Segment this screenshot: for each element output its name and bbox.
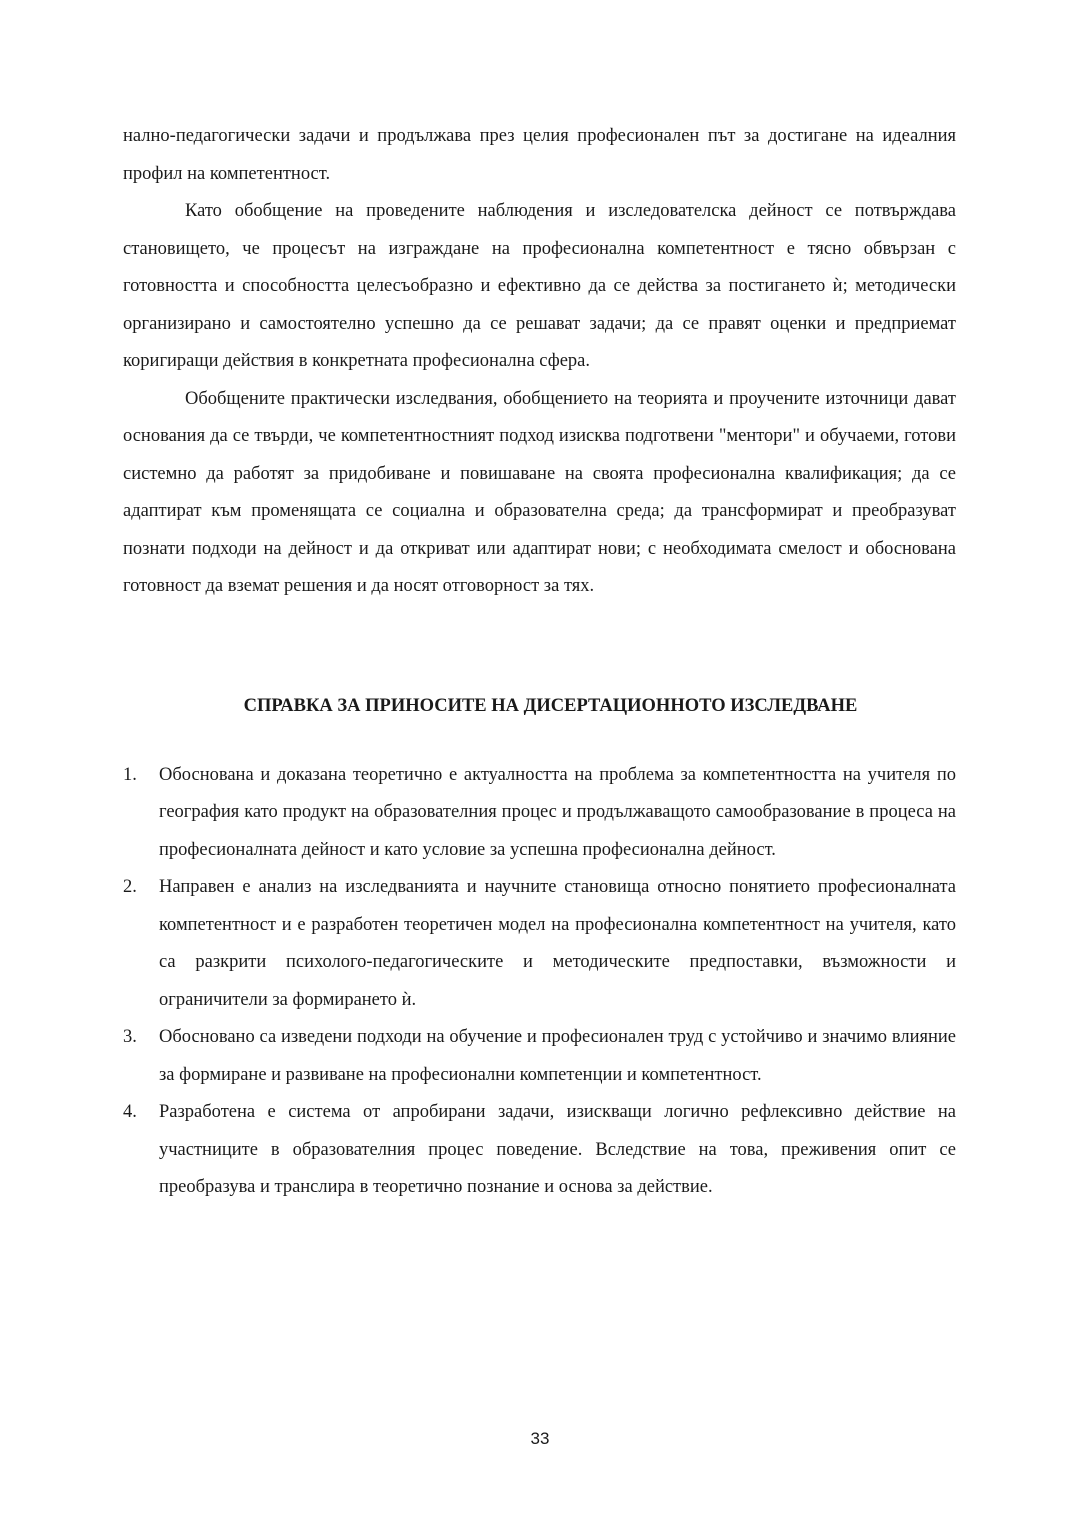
list-item-number: 4.: [123, 1102, 137, 1122]
paragraph-conclusion: Обобщените практически изследвания, обобщението на теорията и проучените източници дават основания да се твърди, че компетентностният подход изисква подготвени "ментори" и обучаеми, готови системно да работят за придобиване и повишаване на своята професионална квалификация; да се адаптират към променящата се социална и образователна среда; да трансформират и преобразуват познати подходи на дейност и да откриват или адаптират нови; с необходимата смелост и обоснована готовност да вземат решения и да носят отговорност за тях.: [123, 388, 956, 596]
list-item: [123, 869, 956, 1019]
paragraph-summary: Като обобщение на проведените наблюдения и изследователска дейност се потвърждава становището, че процесът на изграждане на професионална компетентност е тясно обвързан с готовността и способността целесъобразно и ефективно да се действа за постигането ѝ; методически организирано и самостоятелно успешно да се решават задачи; да се правят оценки и предприемат коригиращи действия в конкретната професионална сфера.: [123, 201, 956, 371]
list-item-number: 2.: [123, 877, 137, 897]
section-heading: СПРАВКА ЗА ПРИНОСИТЕ НА ДИСЕРТАЦИОННОТО ИЗСЛЕДВАНЕ: [243, 695, 858, 716]
contributions-list: [123, 757, 956, 1207]
page-number: 33: [530, 1429, 550, 1448]
list-item: [123, 757, 956, 870]
list-item-number: 3.: [123, 1027, 137, 1047]
list-item-text: Разработена е система от апробирани задачи, изискващи логично рефлексивно действие на участниците в образователния процес поведение. Вследствие на това, преживения опит се преобразува и транслира в теоретично познание и основа за действие.: [159, 1102, 956, 1197]
paragraph-continuation: нално-педагогически задачи и продължава през целия професионален път за достигане на идеалния профил на компетентност.: [123, 126, 956, 184]
list-item-number: 1.: [123, 764, 137, 785]
list-item-text: Направен е анализ на изследванията и научните становища относно понятието професионалната компетентност и е разработен теоретичен модел на професионална компетентност на учителя, като са разкрити психолого-педагогическите и методическите предпоставки, възможности и ограничители за формирането ѝ.: [159, 877, 956, 1010]
document-page: [123, 118, 956, 1207]
list-item: [123, 1094, 956, 1207]
list-item-text: Обосновано са изведени подходи на обучение и професионален труд с устойчиво и значимо влияние за формиране и развиване на професионални компетенции и компетентност.: [159, 1027, 956, 1085]
list-item-text: Обоснована и доказана теоретично е актуалността на проблема за компетентността на учителя по география като продукт на образователния процес и продължаващото самообразование в процеса на професионалната дейност и като условие за успешна професионална дейност.: [159, 764, 956, 860]
list-item: [123, 1019, 956, 1094]
